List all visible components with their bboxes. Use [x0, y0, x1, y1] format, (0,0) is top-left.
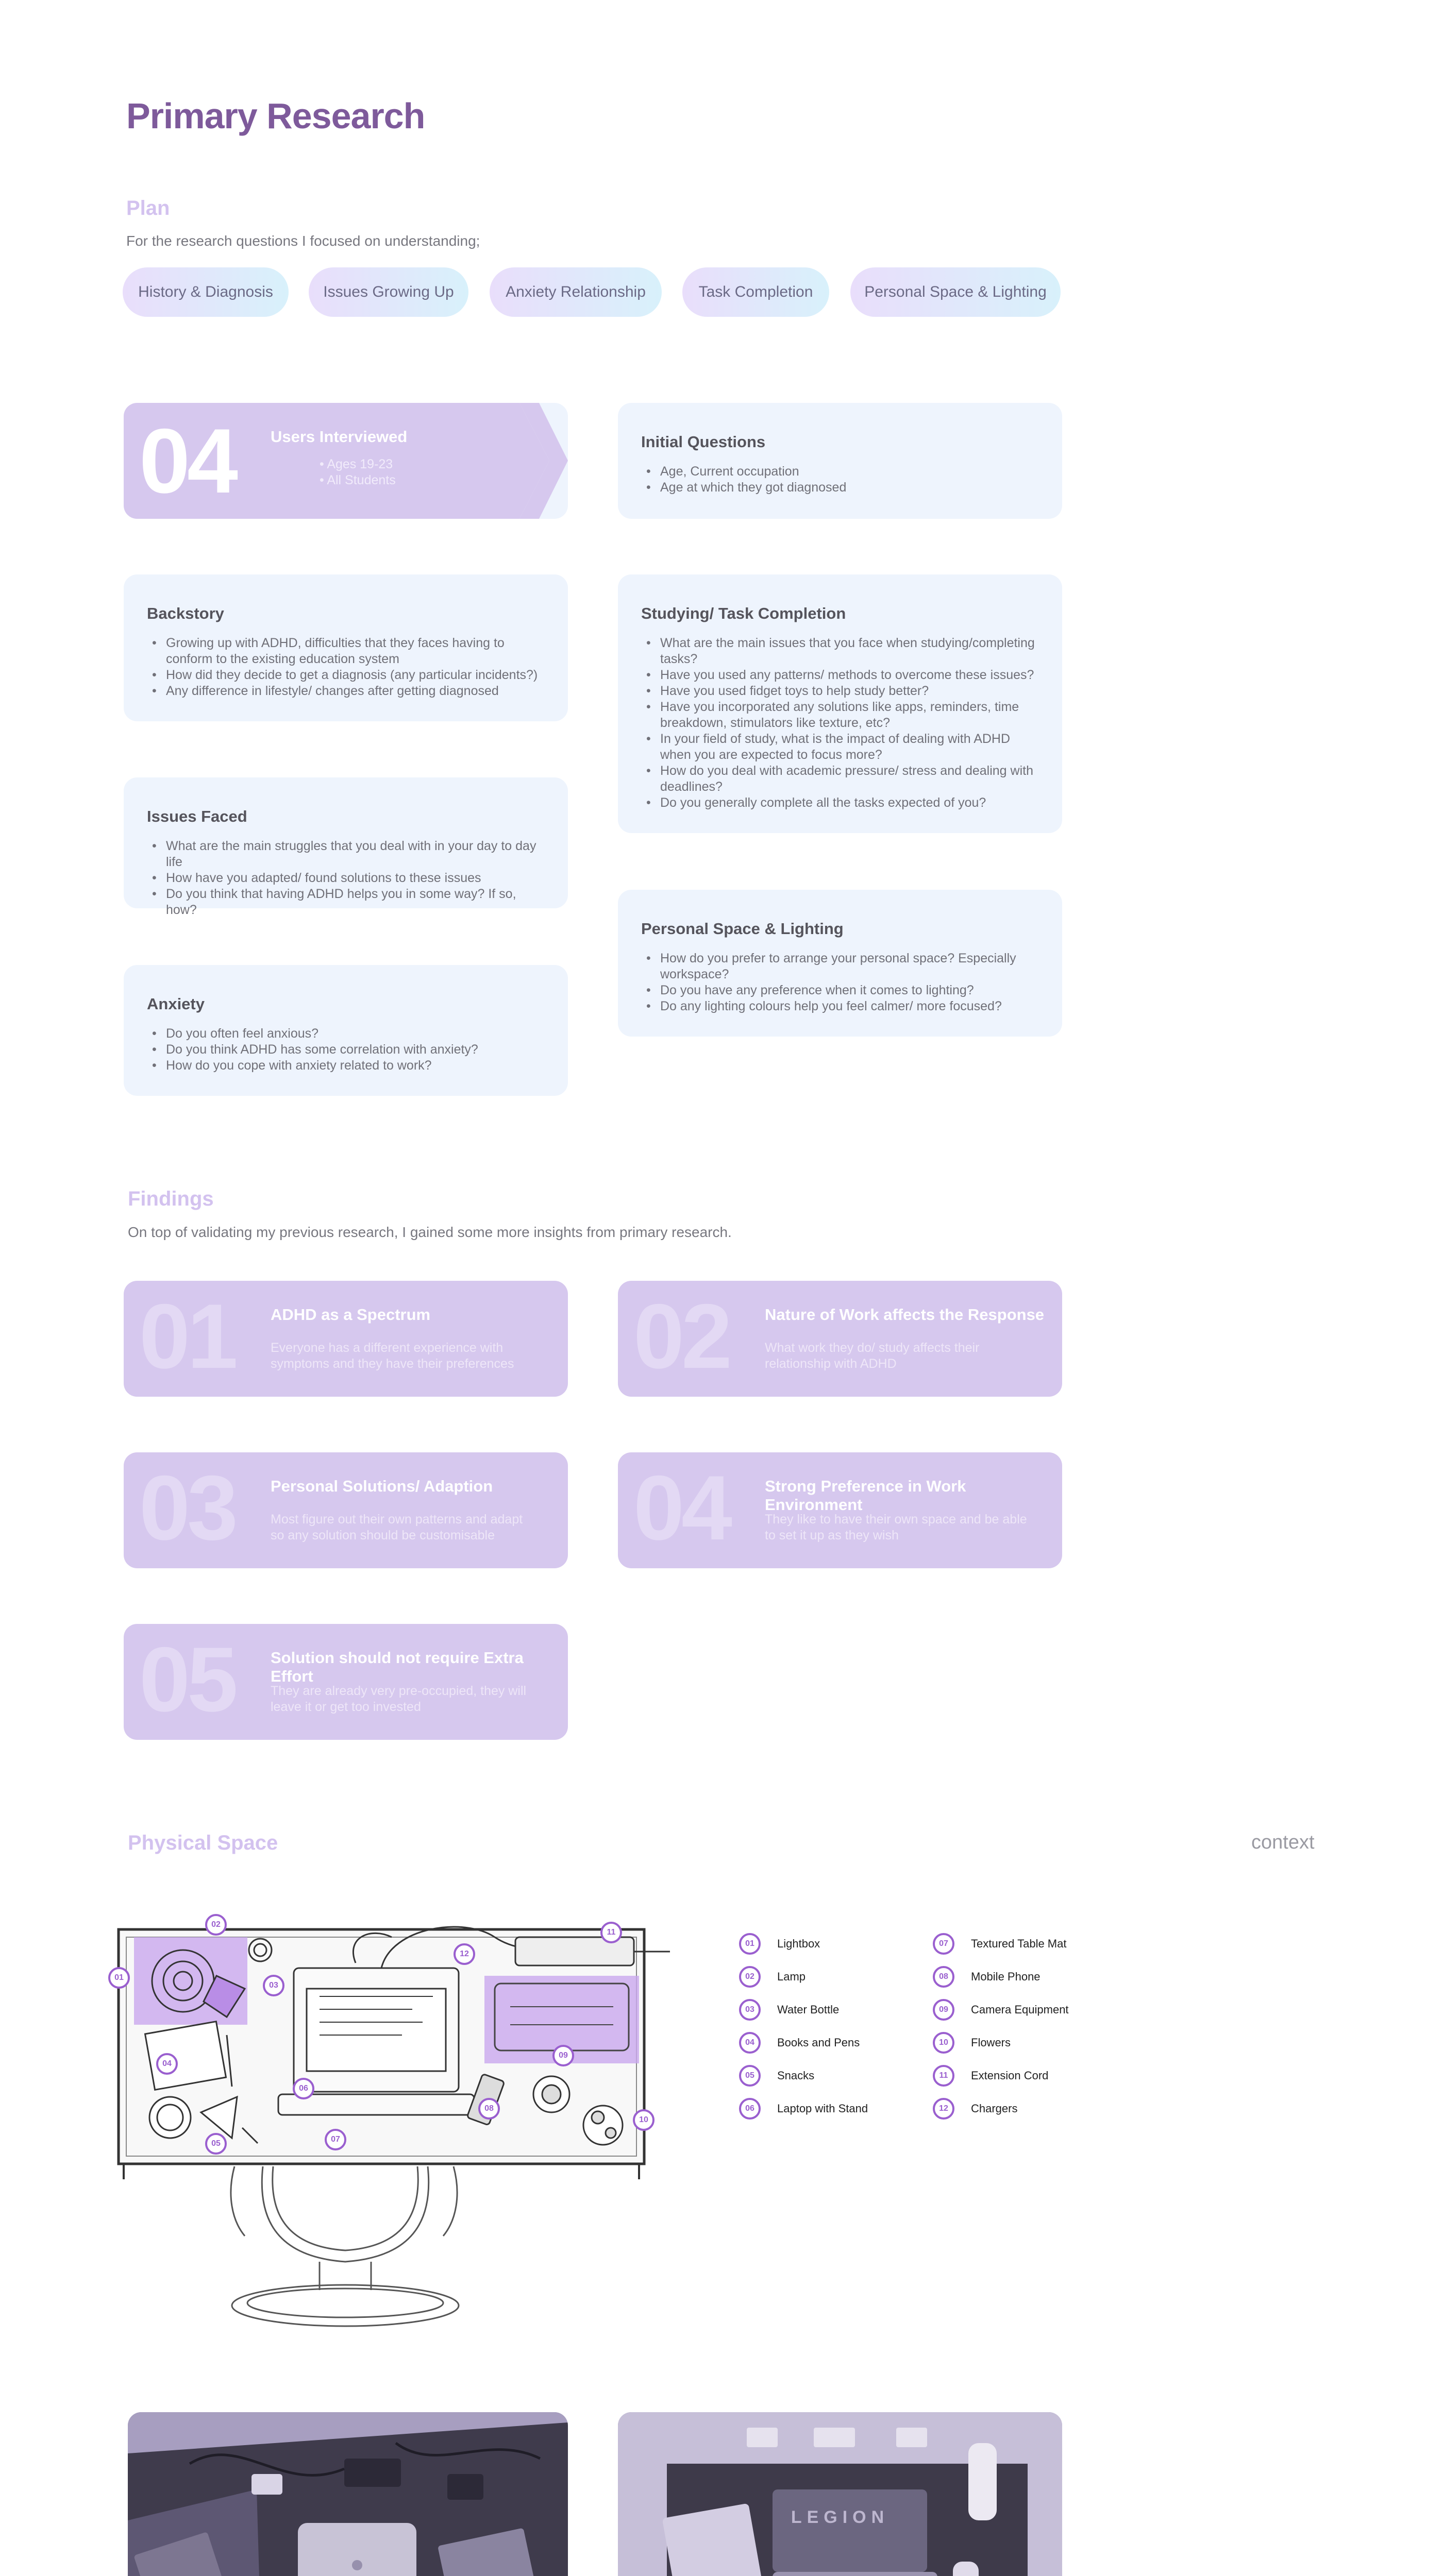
legend-label: Camera Equipment	[971, 2003, 1069, 2016]
chip-personal-space: Personal Space & Lighting	[850, 267, 1061, 317]
legend-item	[933, 2098, 1017, 2120]
workspace-photo-2	[618, 2412, 1062, 2576]
finding-number: 02	[633, 1285, 729, 1387]
finding-card-01	[124, 1281, 568, 1397]
users-heading: Users Interviewed	[271, 428, 408, 446]
badge-04: 04	[156, 2053, 178, 2075]
legend-label: Lightbox	[777, 1937, 820, 1950]
laptop-brand-text: LEGION	[791, 2507, 890, 2527]
finding-title: Solution should not require Extra Effort	[271, 1649, 524, 1685]
users-item: • All Students	[320, 473, 396, 487]
finding-desc: Everyone has a different experience with symptoms and they have their preferences	[271, 1341, 514, 1371]
legend-item	[933, 1999, 1069, 2021]
studying-card	[618, 574, 1062, 833]
legend-badge: 10	[933, 2032, 954, 2054]
initial-questions-card	[618, 403, 1062, 519]
chip-task: Task Completion	[682, 267, 829, 317]
list-item: • What are the main issues that you face when studying/completing tasks?	[641, 635, 1039, 667]
page-title: Primary Research	[126, 96, 425, 136]
badge-09: 09	[552, 2045, 574, 2066]
finding-title: ADHD as a Spectrum	[271, 1306, 431, 1324]
chip-growing-up: Issues Growing Up	[309, 267, 468, 317]
list-item: • Age, Current occupation	[641, 464, 1039, 480]
legend-label: Lamp	[777, 1970, 806, 1983]
badge-06: 06	[293, 2078, 314, 2099]
list-item: • In your field of study, what is the impact of dealing with ADHD when you are expected to focus more?	[641, 731, 1039, 763]
users-list	[320, 456, 396, 488]
finding-card-03	[124, 1452, 568, 1568]
list-item: • How do you deal with academic pressure/ stress and dealing with deadlines?	[641, 763, 1039, 795]
legend-label: Laptop with Stand	[777, 2102, 868, 2115]
legend-badge: 02	[739, 1966, 761, 1988]
legend-item	[739, 1933, 820, 1955]
users-count: 04	[139, 410, 235, 512]
finding-number: 04	[633, 1456, 729, 1559]
list-item: • Age at which they got diagnosed	[641, 480, 1039, 496]
personal-space-card	[618, 890, 1062, 1037]
legend-badge: 09	[933, 1999, 954, 2021]
list-item: • Do you think ADHD has some correlation with anxiety?	[147, 1042, 545, 1058]
legend-label: Extension Cord	[971, 2069, 1049, 2082]
badge-02: 02	[205, 1914, 227, 1936]
findings-intro: On top of validating my previous research, I gained some more insights from primary research.	[128, 1224, 732, 1240]
legend-item	[933, 1933, 1066, 1955]
legend-item	[739, 1966, 806, 1988]
legend-badge: 07	[933, 1933, 954, 1955]
legend-badge: 05	[739, 2065, 761, 2087]
legend-item	[739, 1999, 839, 2021]
plan-intro: For the research questions I focused on understanding;	[126, 233, 480, 249]
users-item: • Ages 19-23	[320, 457, 393, 471]
finding-title: Nature of Work affects the Response	[765, 1306, 1045, 1324]
desk-sketch	[103, 1906, 696, 2344]
finding-desc: Most figure out their own patterns and adapt so any solution should be customisable	[271, 1512, 523, 1543]
badge-10: 10	[633, 2109, 655, 2131]
list-item: • Growing up with ADHD, difficulties that they faces having to conform to the existing education system	[147, 635, 545, 667]
finding-card-04	[618, 1452, 1062, 1568]
findings-heading: Findings	[128, 1188, 214, 1210]
list-item: • Do you have any preference when it comes to lighting?	[641, 982, 1039, 998]
legend-badge: 06	[739, 2098, 761, 2120]
legend-item	[933, 2065, 1048, 2087]
finding-number: 03	[139, 1456, 235, 1559]
chip-anxiety: Anxiety Relationship	[490, 267, 662, 317]
list-item: • Have you incorporated any solutions like apps, reminders, time breakdown, stimulators like texture, etc?	[641, 699, 1039, 731]
legend-label: Snacks	[777, 2069, 815, 2082]
list-item: • Do any lighting colours help you feel calmer/ more focused?	[641, 998, 1039, 1014]
legend-badge: 08	[933, 1966, 954, 1988]
finding-number: 05	[139, 1628, 235, 1731]
legend-item	[739, 2065, 814, 2087]
list-item: • Have you used any patterns/ methods to overcome these issues?	[641, 667, 1039, 683]
physical-space-heading: Physical Space	[128, 1832, 278, 1854]
legend-label: Water Bottle	[777, 2003, 840, 2016]
card-heading: Anxiety	[147, 995, 205, 1013]
legend-badge: 03	[739, 1999, 761, 2021]
badge-05: 05	[205, 2133, 227, 2155]
finding-desc: They are already very pre-occupied, they will leave it or get too invested	[271, 1684, 527, 1714]
chip-history: History & Diagnosis	[123, 267, 289, 317]
legend-label: Mobile Phone	[971, 1970, 1041, 1983]
list-item: • How have you adapted/ found solutions to these issues	[147, 870, 545, 886]
list-item: • Do you generally complete all the tasks expected of you?	[641, 795, 1039, 811]
badge-07: 07	[325, 2129, 346, 2150]
card-heading: Initial Questions	[641, 433, 766, 451]
card-heading: Personal Space & Lighting	[641, 920, 844, 938]
finding-desc: What work they do/ study affects their relationship with ADHD	[765, 1341, 980, 1371]
list-item: • How do you cope with anxiety related to work?	[147, 1058, 545, 1074]
card-heading: Backstory	[147, 604, 224, 622]
workspace-photo-1	[128, 2412, 568, 2576]
finding-card-02	[618, 1281, 1062, 1397]
badge-11: 11	[600, 1922, 622, 1943]
legend-item	[933, 2032, 1011, 2054]
legend-badge: 01	[739, 1933, 761, 1955]
finding-card-05	[124, 1624, 568, 1740]
legend-label: Chargers	[971, 2102, 1018, 2115]
legend-label: Flowers	[971, 2036, 1011, 2049]
list-item: • Do you think that having ADHD helps you in some way? If so, how?	[147, 886, 545, 918]
badge-08: 08	[478, 2098, 500, 2120]
card-heading: Issues Faced	[147, 807, 247, 825]
legend-badge: 04	[739, 2032, 761, 2054]
issues-faced-card	[124, 777, 568, 917]
users-interviewed-card	[124, 403, 568, 519]
list-item: • Any difference in lifestyle/ changes after getting diagnosed	[147, 683, 545, 699]
finding-title: Strong Preference in Work Environment	[765, 1477, 966, 1514]
badge-01: 01	[108, 1967, 130, 1989]
finding-number: 01	[139, 1285, 235, 1387]
context-label: context	[1251, 1832, 1315, 1853]
badge-03: 03	[263, 1975, 284, 1996]
list-item: • Have you used fidget toys to help study better?	[641, 683, 1039, 699]
legend-item	[933, 1966, 1041, 1988]
list-item: • What are the main struggles that you deal with in your day to day life	[147, 838, 545, 870]
backstory-card	[124, 574, 568, 721]
legend-item	[739, 2032, 860, 2054]
finding-title: Personal Solutions/ Adaption	[271, 1477, 493, 1495]
list-item: • How did they decide to get a diagnosis (any particular incidents?)	[147, 667, 545, 683]
legend-label: Books and Pens	[777, 2036, 860, 2049]
legend-label: Textured Table Mat	[971, 1937, 1067, 1950]
legend-badge: 12	[933, 2098, 954, 2120]
badge-12: 12	[454, 1943, 475, 1965]
finding-desc: They like to have their own space and be able to set it up as they wish	[765, 1512, 1027, 1543]
legend-item	[739, 2098, 868, 2120]
list-item: • How do you prefer to arrange your personal space? Especially workspace?	[641, 951, 1039, 982]
card-heading: Studying/ Task Completion	[641, 604, 846, 622]
plan-heading: Plan	[126, 197, 170, 219]
list-item: • Do you often feel anxious?	[147, 1026, 545, 1042]
legend-badge: 11	[933, 2065, 954, 2087]
anxiety-card	[124, 965, 568, 1096]
